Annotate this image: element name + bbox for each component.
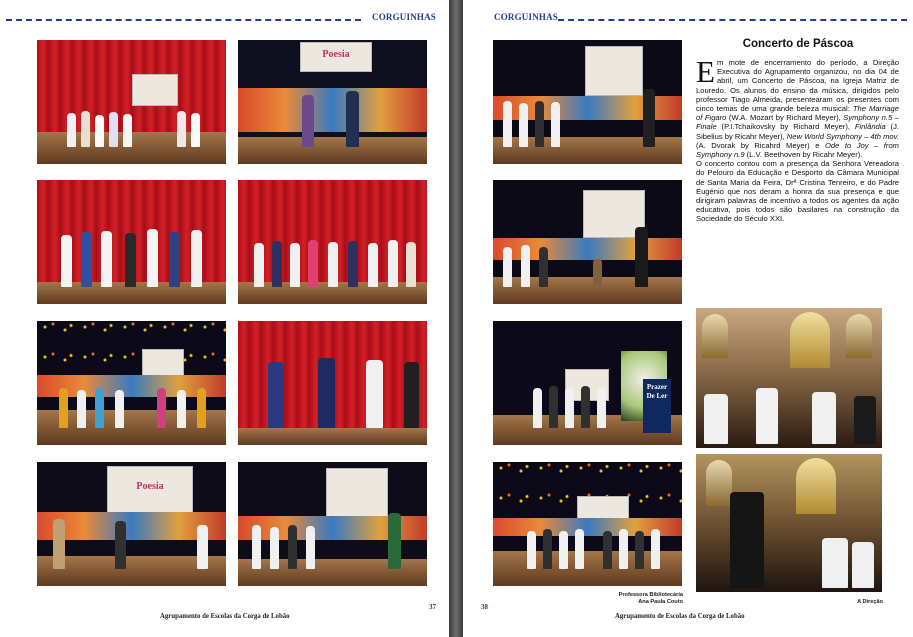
photo-stage-group-3 bbox=[238, 180, 427, 304]
conductor bbox=[730, 492, 764, 588]
page-footer: Agrupamento de Escolas da Corga de Lobão bbox=[160, 613, 290, 620]
photo-prazer-de-ler bbox=[493, 321, 682, 445]
book-spine bbox=[449, 0, 463, 637]
article-paragraph-1: Em mote de encerramento do período, a Direção Executiva do Agrupamento organizou, no dia 04 de abril, um Concerto de Páscoa, na Igreja Matriz de Louredo. Os alunos do ensino da música, dirigidos pelo professor Tiago Almeida, presentearam os presentes com cinco temas de uma grande beleza musical: The Marriage of Figaro (W.A. Mozart by Richard Meyer), Symphony n.5 – Finale (P.I.Tchaikovsky by Richard Meyer), Finlândia (J. Sibelius by Ricahr Meyer), New World Symphony – 4th mov. (A. Dvorak by Ricahrd Meyer) e Ode to Joy – from Symphony n.9 (L.V. Beethoven by Ricahr Meyer). bbox=[696, 54, 899, 160]
painted-backdrop bbox=[238, 88, 427, 132]
caption-direction: A Direção bbox=[857, 599, 883, 605]
page-number: 38 bbox=[481, 603, 488, 611]
article-body bbox=[696, 54, 899, 224]
prazer-de-ler-sign: Prazer De Ler bbox=[643, 379, 671, 433]
stage-floor bbox=[238, 428, 427, 445]
photo-concert-stage-1 bbox=[493, 40, 682, 164]
photo-concert-stage-2 bbox=[493, 180, 682, 304]
photo-poesia-stage bbox=[238, 40, 427, 164]
section-label: CORGUINHAS bbox=[372, 12, 437, 22]
photo-stage-group-1 bbox=[37, 40, 226, 164]
header-rule bbox=[558, 19, 907, 21]
altar-statue bbox=[706, 460, 732, 506]
work-title: The Marriage of Figaro bbox=[696, 104, 899, 123]
photo-stage-group-2 bbox=[37, 180, 226, 304]
projection-screen: Poesia bbox=[107, 466, 193, 514]
page-footer: Agrupamento de Escolas da Corga de Lobão bbox=[615, 613, 745, 620]
article-title: Concerto de Páscoa bbox=[742, 38, 854, 50]
photo-concert-stage-3 bbox=[493, 462, 682, 586]
left-page bbox=[0, 0, 449, 637]
photo-poesia-screen bbox=[37, 462, 226, 586]
photo-stage-screen-2 bbox=[238, 462, 427, 586]
projection-screen bbox=[326, 468, 388, 518]
projection-screen bbox=[585, 46, 643, 96]
drop-cap: E bbox=[696, 54, 715, 89]
projection-screen bbox=[132, 74, 178, 106]
work-title: Ode to Joy – from Symphony n.9 bbox=[696, 140, 899, 160]
right-page bbox=[463, 0, 913, 637]
projection-screen: Poesia bbox=[300, 42, 372, 72]
altar-niche bbox=[796, 458, 836, 514]
altar-niche bbox=[790, 312, 830, 368]
altar-statue bbox=[702, 314, 728, 358]
photo-stage-group-4 bbox=[37, 321, 226, 445]
article-paragraph-2: O concerto contou com a presença da Senhora Vereadora do Pelouro da Educação e Desporto da Câmara Municipal de Santa Maria da Feira, Drª Cristina Tenreiro, e do Padre Eugénio que nos deram a honra da sua presença e que dirigiram palavras de incentivo a todos os agentes da ação educativa, pois todos são basilares na construção da Sociedade do Século XXI. bbox=[696, 159, 899, 224]
page-number: 37 bbox=[429, 603, 436, 611]
photo-church-orchestra bbox=[696, 308, 882, 448]
photo-church-conductor bbox=[696, 454, 882, 592]
work-title: New World Symphony – 4th mov. bbox=[786, 131, 899, 141]
photo-stage-group-5 bbox=[238, 321, 427, 445]
section-label: CORGUINHAS bbox=[494, 12, 559, 22]
work-title: Finlândia bbox=[854, 122, 886, 132]
caption-librarian: Professora Bibliotecária Ana Paula Couto bbox=[618, 592, 683, 605]
stage-floor bbox=[238, 137, 427, 164]
work-title: Symphony n.5 – Finale bbox=[696, 113, 899, 132]
header-rule bbox=[6, 19, 361, 21]
altar-statue bbox=[846, 314, 872, 358]
